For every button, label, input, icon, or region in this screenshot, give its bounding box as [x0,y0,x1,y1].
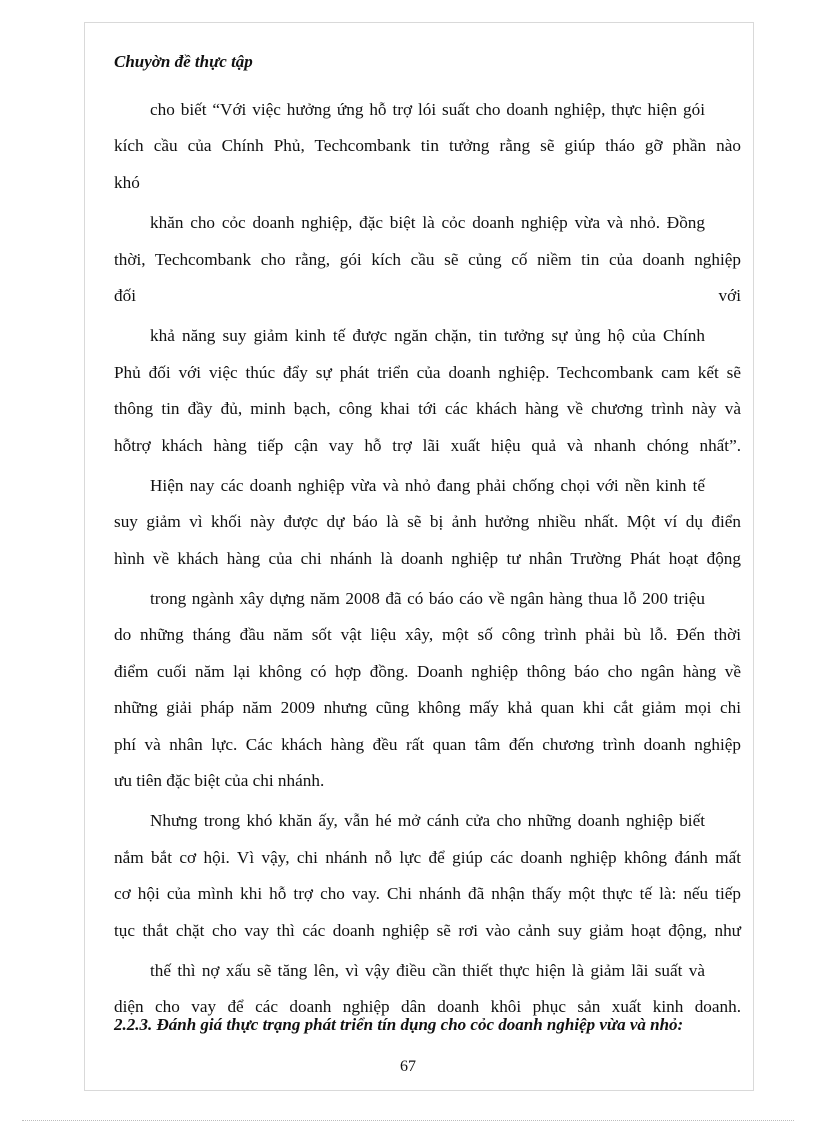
line-text: hình về khách hàng của chi nhánh là doanh nghiệp tư nhân Trường Phát hoạt động [114,548,741,568]
line-text: Phủ đối với việc thúc đẩy sự phát triển của doanh nghiệp. Techcombank cam kết sẽ [114,362,741,382]
text-line [114,769,741,805]
text-line [114,919,741,955]
text-line [114,882,741,918]
text-line [114,660,741,696]
line-text: thế thì nợ xấu sẽ tăng lên, vì vậy điều cần thiết thực hiện là giảm lãi suất và [150,960,705,980]
line-text: thời, Techcombank cho rằng, gói kích cầu sẽ củng cố niềm tin của doanh nghiệp [114,249,741,269]
text-line [114,623,741,659]
section-heading: 2.2.3. Đánh giá thực trạng phát triển tín dụng cho cỏc doanh nghiệp vừa và nhỏ: [114,1015,684,1034]
text-line [114,134,741,170]
text-line [114,397,741,433]
page-separator [22,1120,794,1121]
line-text: ưu tiên đặc biệt của chi nhánh. [114,771,325,791]
text-line [114,959,741,995]
line-text: khó [114,172,140,192]
text-line [114,324,741,360]
line-text: suy giảm vì khối này được dự báo là sẽ bị ảnh hưởng nhiều nhất. Một ví dụ điển [114,512,741,532]
line-text: kích cầu của Chính Phủ, Techcombank tin tưởng rằng sẽ giúp tháo gỡ phần nào [114,136,741,156]
line-text: Nhưng trong khó khăn ấy, vẫn hé mở cánh cửa cho những doanh nghiệp biết [150,811,705,831]
text-line [114,474,741,510]
text-line [114,547,741,583]
text-line [114,248,741,284]
text-line [114,809,741,845]
line-text: trong ngành xây dựng năm 2008 đã có báo cáo về ngân hàng thua lỗ 200 triệu [150,589,705,609]
line-text: những giải pháp năm 2009 nhưng cũng không mấy khả quan khi cắt giảm mọi chi [114,698,741,718]
text-line [114,846,741,882]
line-text: thông tin đầy đủ, minh bạch, công khai tới các khách hàng về chương trình này và [114,399,741,419]
line-text: hỗtrợ khách hàng tiếp cận vay hỗ trợ lãi xuất hiệu quả và nhanh chóng nhất”. [114,435,741,455]
line-text: khăn cho cỏc doanh nghiệp, đặc biệt là cỏc doanh nghiệp vừa và nhỏ. Đồng [150,213,705,233]
line-text: Hiện nay các doanh nghiệp vừa và nhỏ đang phải chống chọi với nền kinh tế [150,475,705,495]
text-line [114,434,741,470]
line-text: nắm bắt cơ hội. Vì vậy, chi nhánh nỗ lực để giúp các doanh nghiệp không đánh mất [114,847,741,867]
page-number: 67 [400,1058,416,1075]
text-line [114,587,741,623]
line-text: diện cho vay để các doanh nghiệp dân doanh khôi phục sản xuất kinh doanh. [114,997,741,1017]
line-text: khả năng suy giảm kinh tế được ngăn chặn, tin tưởng sự ủng hộ của Chính [150,326,705,346]
line-text: cơ hội của mình khi hỗ trợ cho vay. Chi nhánh đã nhận thấy một thực tế là: nếu tiếp [114,884,741,904]
line-text: cho biết “Với việc hưởng ứng hỗ trợ lói suất cho doanh nghiệp, thực hiện gói [150,100,705,119]
text-line [114,733,741,769]
running-header: Chuyờn đề thực tập [114,52,253,71]
line-text: đối với [114,285,741,305]
line-text: điểm cuối năm lại không có hợp đồng. Doanh nghiệp thông báo cho ngân hàng về [114,661,741,681]
text-line [114,510,741,546]
text-line [114,284,741,320]
text-line [114,211,741,247]
line-text: tục thắt chặt cho vay thì các doanh nghiệp sẽ rơi vào cảnh suy giảm hoạt động, như [114,920,741,940]
line-text: do những tháng đầu năm sốt vật liệu xây, một số công trình phải bù lỗ. Đến thời [114,625,741,645]
text-line [114,696,741,732]
text-line [114,361,741,397]
document-body [114,98,741,1032]
text-line [114,98,741,134]
text-line [114,171,741,207]
line-text: phí và nhân lực. Các khách hàng đều rất quan tâm đến chương trình doanh nghiệp [114,734,741,754]
